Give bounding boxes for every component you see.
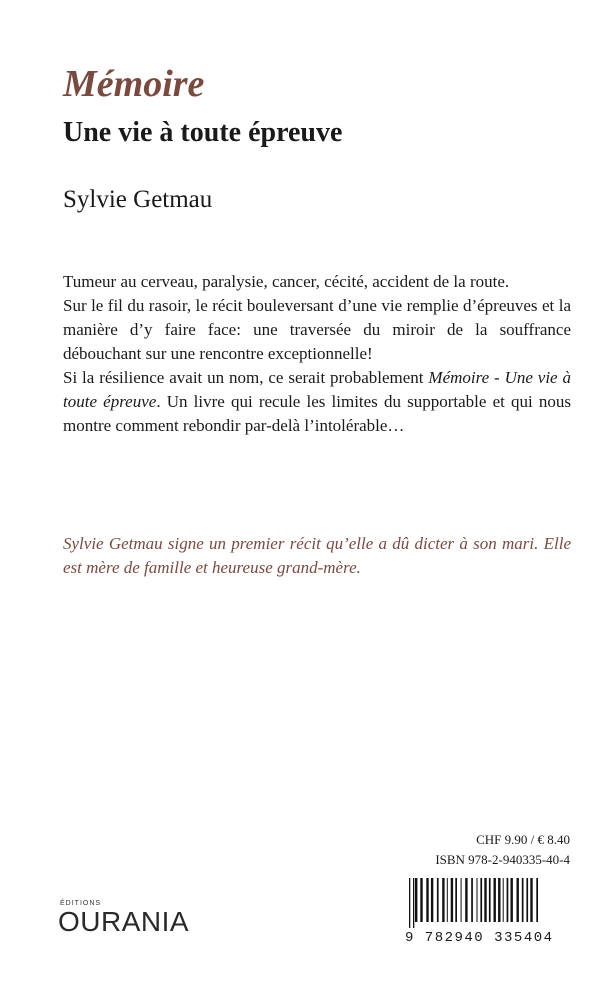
barcode-digits: 9 782940 335404: [405, 930, 554, 946]
blurb-book-reference: Mémoire - Une vie à toute épreuve: [63, 368, 571, 411]
publisher-logo-name: OURANIA: [58, 906, 190, 937]
author-name: Sylvie Getmau: [63, 186, 213, 213]
barcode-image: [407, 878, 569, 928]
isbn-label: ISBN 978-2-940335-40-4: [435, 852, 570, 867]
publisher-logo-small-text: ÉDITIONS: [60, 900, 102, 907]
price-label: CHF 9.90 / € 8.40: [476, 832, 570, 847]
author-bio: Sylvie Getmau signe un premier récit qu’elle a dû dicter à son mari. Elle est mère de famille et heureuse grand-mère.: [63, 534, 571, 577]
blurb-paragraph-3-start: Si la résilience avait un nom, ce serait probablement: [63, 368, 424, 387]
blurb-paragraph-3-end: . Un livre qui recule les limites du supportable et qui nous montre comment rebondir par-delà l’intolérable…: [63, 392, 571, 435]
book-subtitle: Une vie à toute épreuve: [63, 117, 343, 148]
blurb-paragraph-3: [63, 366, 571, 438]
publisher-logo: [58, 900, 208, 940]
book-title: Mémoire: [63, 63, 205, 105]
blurb-paragraph-1: Tumeur au cerveau, paralysie, cancer, cécité, accident de la route.: [63, 272, 510, 291]
back-cover-blurb: [63, 270, 571, 438]
blurb-paragraph-2: Sur le fil du rasoir, le récit bouleversant d’une vie remplie d’épreuves et la manière d’y faire face: une traversée du miroir de la souffrance débouchant sur une rencontre exceptionnelle!: [63, 296, 571, 363]
